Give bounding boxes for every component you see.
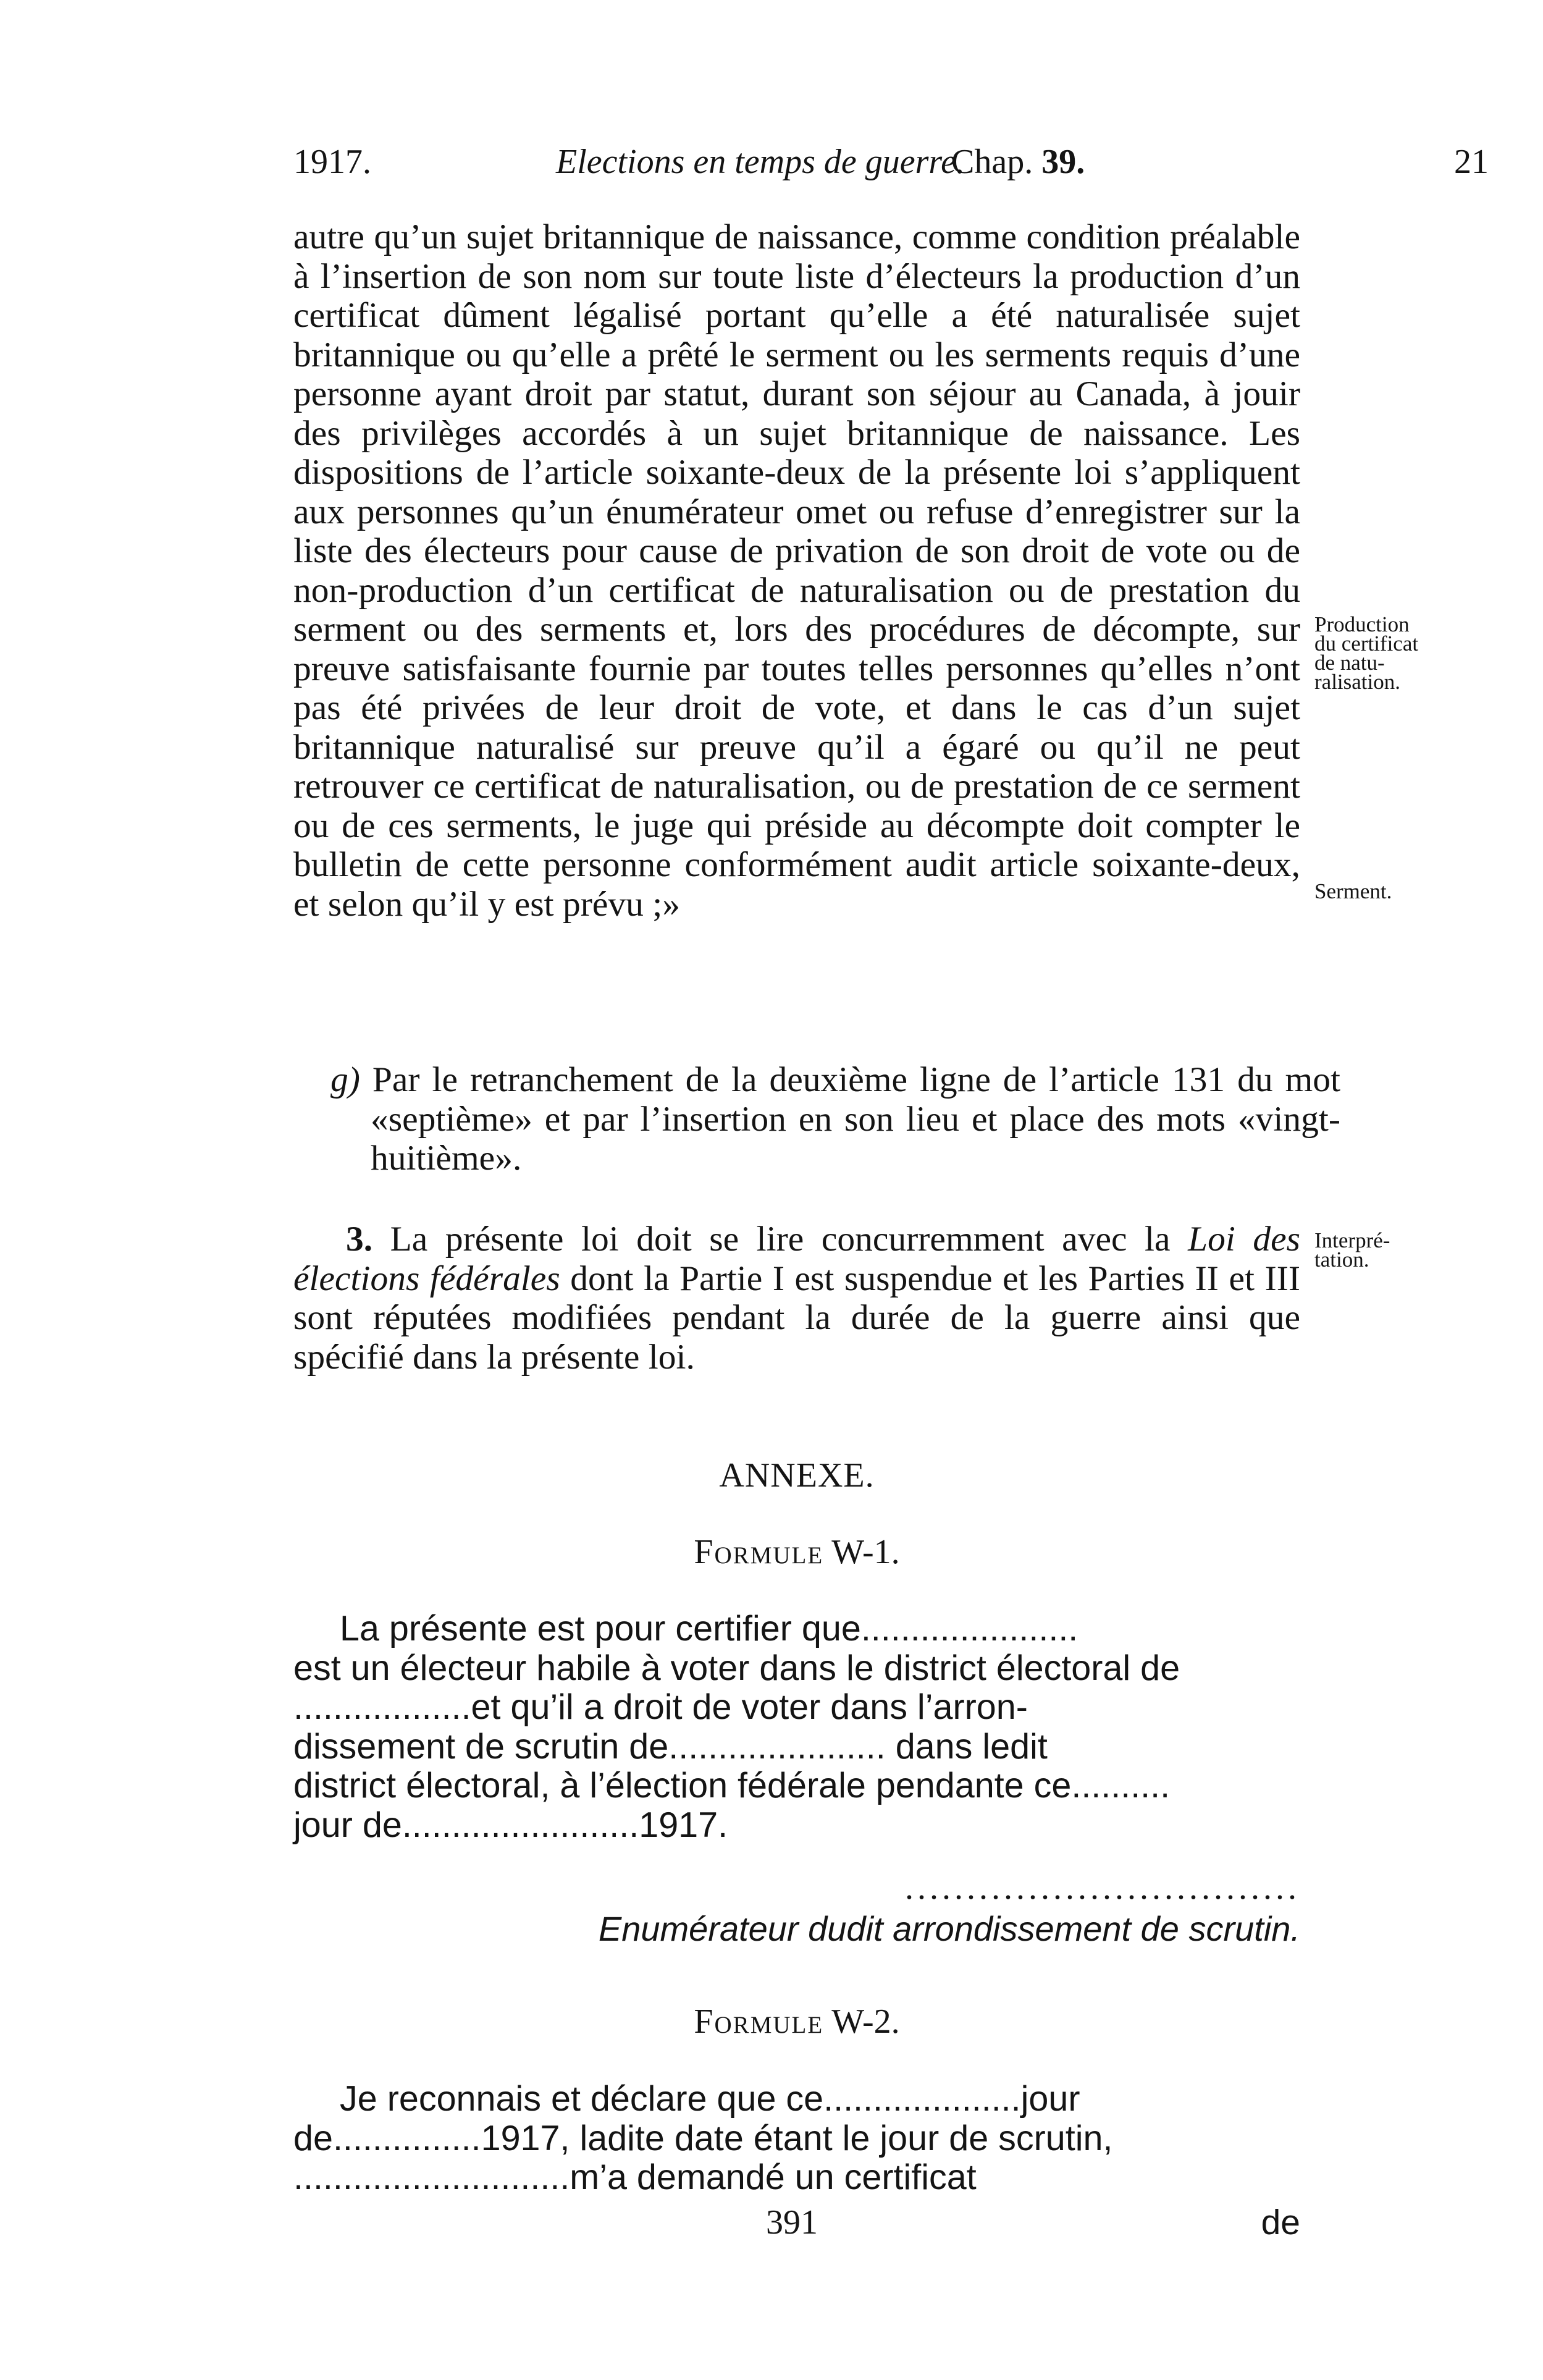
signature-label: Enumérateur dudit arrondissement de scrutin. (598, 1909, 1300, 1948)
paragraph-g-text: Par le retranchement de la deuxième ligne de l’article 131 du mot «septième» et par l’insertion en son lieu et place des mots «vingt-huitième». (371, 1060, 1340, 1178)
form-w1-line: ..................et qu’il a droit de voter dans l’arron- (293, 1687, 1028, 1727)
signature-line: ................................ (905, 1875, 1300, 1900)
annexe-title: ANNEXE. (719, 1456, 875, 1495)
margin-note-production: Production du certificat de natu- ralisation. (1314, 612, 1419, 694)
header-year: 1917. (293, 143, 371, 181)
form-w1-line: jour de........................1917. (293, 1805, 728, 1845)
section-3-number: 3. (346, 1220, 373, 1259)
form-w1-line: La présente est pour certifier que...................... (340, 1609, 1078, 1648)
paragraph-g-marker: g) (330, 1060, 360, 1099)
form-w1-heading (293, 1532, 1300, 1572)
margin-note-interpretation: Interpré- tation. (1314, 1228, 1390, 1272)
form-w2-line: ............................m’a demandé un certificat (293, 2158, 977, 2197)
section-3-text-before: La présente loi doit se lire concurremment avec la (390, 1220, 1171, 1259)
form-w2-heading-code: W-2. (831, 2002, 900, 2041)
form-w2-line: Je reconnais et déclare que ce....................jour (340, 2079, 1080, 2119)
catchword: de (1261, 2203, 1300, 2242)
form-w1-text (293, 1610, 1300, 1845)
form-w2-heading-word: Formule (694, 2002, 824, 2041)
form-w1-line: dissement de scrutin de...................... dans ledit (293, 1726, 1048, 1766)
form-w2-heading (293, 2002, 1300, 2041)
header-chapter (951, 137, 1085, 187)
margin-note-serment: Serment. (1314, 879, 1392, 903)
section-3 (293, 1220, 1300, 1377)
form-w1-line: district électoral, à l’élection fédérale pendante ce.......... (293, 1766, 1171, 1805)
header-chapter-number: 39. (1041, 143, 1085, 181)
header-chapter-label: Chap. (951, 143, 1033, 181)
paragraph-continuation: autre qu’un sujet britannique de naissance, comme condition préalable à l’insertion de son nom sur toute liste d’électeurs la production d’un certificat dûment légalisé portant qu’elle a été naturalisée sujet britannique ou qu’elle a prêté le serment ou les serments requis d’une personne ayant droit par statut, durant son séjour au Canada, à jouir des privilèges accordés à un sujet britannique de naissance. Les dispositions de l’article soixante-deux de la présente loi s’appliquent aux personnes qu’un énumérateur omet ou refuse d’enregistrer sur la liste des électeurs pour cause de privation de son droit de vote ou de non-production d’un certificat de naturalisation ou de prestation du serment ou des serments et, lors des procédures de décompte, sur preuve satisfaisante fournie par toutes telles personnes qu’elles n’ont pas été privées de leur droit de vote, et dans le cas d’un sujet britannique naturalisé sur preuve qu’il a égaré ou qu’il ne peut retrouver ce certificat de naturalisation, ou de prestation de ce serment ou de ces serments, le juge qui préside au décompte doit compter le bulletin de cette personne conformément audit article soixante-deux, et selon qu’il y est prévu ;» (293, 217, 1300, 924)
form-w1-heading-word: Formule (694, 1533, 824, 1571)
section-3-text-after: dont la Partie I est suspendue et les Parties II et III sont réputées modifiées pendant la durée de la guerre ainsi que spécifié dans la présente loi. (293, 1259, 1301, 1377)
header-title: Elections en temps de guerre. (556, 143, 965, 181)
header-page-number: 21 (1454, 143, 1489, 181)
paragraph-g (330, 1060, 1340, 1178)
form-w1-heading-code: W-1. (831, 1533, 900, 1571)
form-w2-line: de...............1917, ladite date étant le jour de scrutin, (293, 2118, 1113, 2158)
section-3-act-title: Loi des élections fédérales (293, 1220, 1300, 1298)
form-w2-text (293, 2080, 1300, 2198)
folio-number: 391 (766, 2203, 818, 2242)
running-header (293, 137, 1489, 187)
form-w1-line: est un électeur habile à voter dans le district électoral de (293, 1648, 1180, 1688)
